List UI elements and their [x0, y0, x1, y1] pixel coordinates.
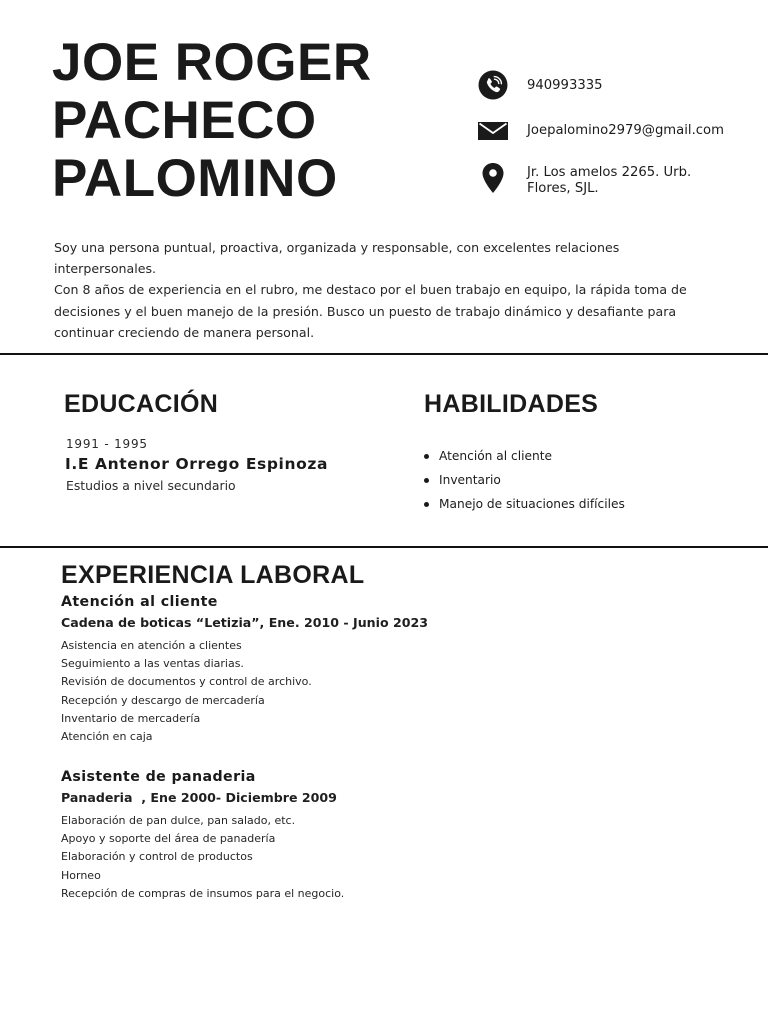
section-divider — [0, 546, 768, 548]
summary-line: continuar creciendo de manera personal. — [54, 324, 315, 340]
job-title: Atención al cliente — [61, 594, 218, 610]
summary-line: decisiones y el buen manejo de la presión. Busco un puesto de trabajo dinámico y desafiante para — [54, 303, 677, 319]
job-task: Recepción de compras de insumos para el negocio. — [61, 886, 345, 900]
envelope-icon — [478, 116, 508, 146]
job-task: Recepción y descargo de mercadería — [61, 693, 265, 707]
section-divider — [0, 353, 768, 355]
full-name — [52, 34, 452, 208]
phone-icon — [478, 70, 508, 100]
address-line-1: Jr. Los amelos 2265. Urb. — [527, 165, 692, 180]
job-company: Cadena de boticas “Letizia”, Ene. 2010 - Junio 2023 — [61, 615, 429, 630]
skill-item: Atención al cliente — [424, 448, 625, 472]
skills-heading: HABILIDADES — [424, 390, 599, 418]
job-task: Asistencia en atención a clientes — [61, 639, 242, 652]
address-line-2: Flores, SJL. — [527, 181, 599, 196]
job-entry — [61, 594, 428, 746]
email-address[interactable]: Joepalomino2979@gmail.com — [527, 123, 724, 138]
skill-item: Inventario — [424, 472, 625, 496]
job-task: Atención en caja — [61, 730, 153, 744]
skills-list — [424, 448, 625, 520]
job-task: Elaboración y control de productos — [61, 850, 253, 864]
education-heading: EDUCACIÓN — [64, 390, 219, 418]
experience-heading: EXPERIENCIA LABORAL — [61, 561, 365, 589]
name-line-1: JOE ROGER — [52, 33, 372, 92]
job-company: Panaderia , Ene 2000- Diciembre 2009 — [61, 790, 337, 805]
skill-item: Manejo de situaciones difíciles — [424, 496, 625, 520]
summary-line: Soy una persona puntual, proactiva, organizada y responsable, con excelentes relaciones — [54, 240, 620, 255]
job-entry — [61, 769, 344, 903]
job-task: Inventario de mercadería — [61, 711, 201, 725]
job-title: Asistente de panaderia — [61, 769, 256, 785]
job-task: Apoyo y soporte del área de panadería — [61, 832, 276, 846]
location-pin-icon — [478, 163, 508, 193]
education-years: 1991 - 1995 — [66, 437, 148, 451]
name-line-3: PALOMINO — [52, 149, 338, 208]
job-task-list — [61, 812, 344, 903]
job-task-list — [61, 637, 428, 746]
job-task: Seguimiento a las ventas diarias. — [61, 657, 244, 671]
phone-number[interactable]: 940993335 — [527, 78, 603, 93]
summary-line: Con 8 años de experiencia en el rubro, me destaco por el buen trabajo en equipo, la rápida toma de — [54, 282, 687, 298]
education-description: Estudios a nivel secundario — [66, 478, 236, 493]
job-task: Elaboración de pan dulce, pan salado, etc. — [61, 814, 296, 827]
job-task: Revisión de documentos y control de archivo. — [61, 675, 312, 689]
address-text — [527, 165, 691, 197]
education-school: I.E Antenor Orrego Espinoza — [65, 455, 329, 473]
name-line-2: PACHECO — [52, 91, 317, 150]
profile-summary — [54, 237, 734, 343]
job-task: Horneo — [61, 868, 101, 882]
summary-line: interpersonales. — [54, 261, 157, 277]
